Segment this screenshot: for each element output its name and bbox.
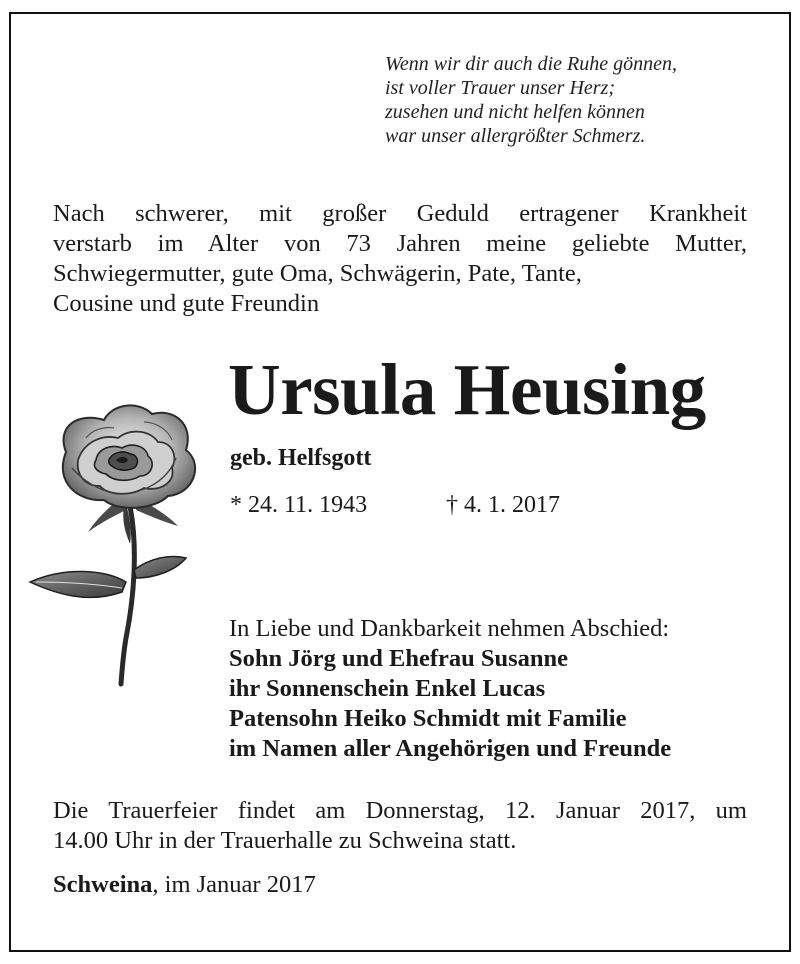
- mourner-line: Sohn Jörg und Ehefrau Susanne: [229, 645, 569, 672]
- rose-icon: [26, 398, 208, 688]
- poem-line: war unser allergrößter Schmerz.: [385, 125, 646, 147]
- poem-line: ist voller Trauer unser Herz;: [385, 77, 615, 99]
- birth-date: * 24. 11. 1943: [230, 492, 368, 518]
- poem-line: Wenn wir dir auch die Ruhe gönnen,: [385, 53, 678, 75]
- intro-line: Cousine und gute Freundin: [53, 290, 320, 317]
- poem: [385, 52, 765, 148]
- intro-text: [53, 199, 747, 319]
- intro-line: verstarb im Alter von 73 Jahren meine geliebte Mutter,: [53, 230, 747, 257]
- mourners-heading: In Liebe und Dankbarkeit nehmen Abschied:: [229, 615, 670, 642]
- death-date: † 4. 1. 2017: [446, 492, 560, 518]
- birth-name: geb. Helfsgott: [230, 445, 372, 471]
- funeral-info: [53, 796, 747, 856]
- mourner-line: Patensohn Heiko Schmidt mit Familie: [229, 705, 627, 732]
- place-date-text: , im Januar 2017: [152, 871, 316, 898]
- deceased-name: Ursula Heusing: [228, 349, 706, 430]
- funeral-line: Die Trauerfeier findet am Donnerstag, 12. Januar 2017, um: [53, 797, 747, 824]
- mourner-line: ihr Sonnenschein Enkel Lucas: [229, 675, 546, 702]
- intro-line: Nach schwerer, mit großer Geduld ertragener Krankheit: [53, 200, 747, 227]
- mourner-line: im Namen aller Angehörigen und Freunde: [229, 735, 672, 762]
- place-date: [53, 870, 316, 900]
- poem-line: zusehen und nicht helfen können: [385, 101, 645, 123]
- intro-line: Schwiegermutter, gute Oma, Schwägerin, Pate, Tante,: [53, 260, 582, 287]
- mourners-block: [229, 614, 769, 764]
- place-town: Schweina: [53, 871, 153, 898]
- funeral-line: 14.00 Uhr in der Trauerhalle zu Schweina statt.: [53, 827, 517, 854]
